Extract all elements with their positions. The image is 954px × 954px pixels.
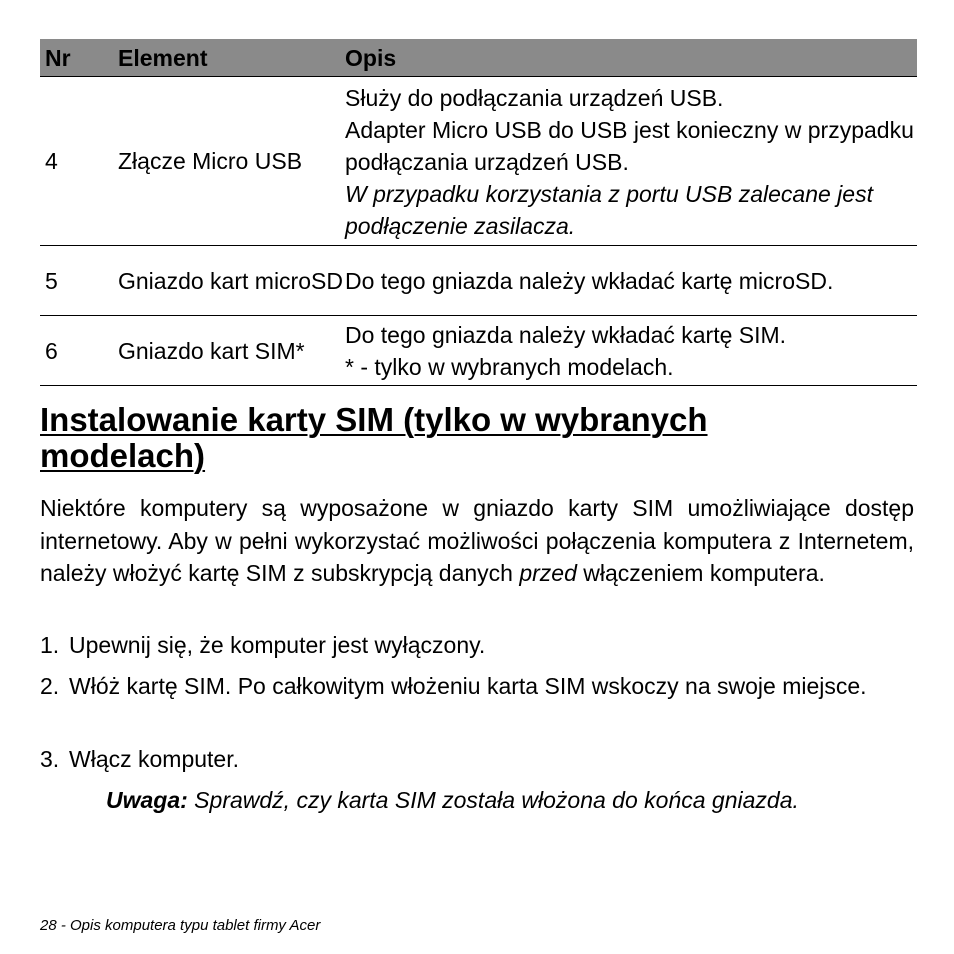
component-table bbox=[40, 39, 917, 386]
step-number: 2. bbox=[40, 673, 60, 699]
row-opis bbox=[345, 77, 917, 246]
step-text: Włóż kartę SIM. Po całkowitym włożeniu karta SIM wskoczy na swoje miejsce. bbox=[69, 673, 867, 699]
section-heading-text: Instalowanie karty SIM (tylko w wybranych modelach) bbox=[40, 401, 708, 474]
section-heading bbox=[40, 402, 800, 474]
step-text: Upewnij się, że komputer jest wyłączony. bbox=[69, 632, 486, 658]
opis-line: Do tego gniazda należy wkładać kartę microSD. bbox=[345, 267, 834, 294]
row-element: Gniazdo kart SIM* bbox=[118, 316, 345, 386]
table-header-row bbox=[40, 39, 917, 77]
list-item bbox=[40, 629, 914, 662]
opis-line: Służy do podłączania urządzeń USB. bbox=[345, 85, 724, 111]
intro-paragraph bbox=[40, 492, 914, 590]
note bbox=[106, 784, 799, 816]
opis-line: Do tego gniazda należy wkładać kartę SIM. bbox=[345, 321, 787, 348]
header-opis: Opis bbox=[345, 39, 917, 77]
page-footer: 28 - Opis komputera typu tablet firmy Acer bbox=[40, 917, 321, 934]
row-nr: 6 bbox=[40, 316, 118, 386]
table-row bbox=[40, 246, 917, 316]
row-element: Gniazdo kart microSD bbox=[118, 246, 345, 316]
header-nr: Nr bbox=[40, 39, 118, 77]
row-nr: 4 bbox=[40, 77, 118, 246]
row-opis bbox=[345, 246, 917, 316]
row-opis bbox=[345, 316, 917, 386]
list-item bbox=[40, 670, 914, 703]
row-nr: 5 bbox=[40, 246, 118, 316]
step-number: 3. bbox=[40, 746, 60, 772]
table-row bbox=[40, 77, 917, 246]
note-label: Uwaga: bbox=[106, 787, 188, 813]
step-number: 1. bbox=[40, 632, 60, 658]
note-text: Sprawdź, czy karta SIM została włożona do końca gniazda. bbox=[187, 787, 799, 813]
table-row bbox=[40, 316, 917, 386]
opis-line: Adapter Micro USB do USB jest konieczny w przypadku podłączania urządzeń USB. bbox=[345, 117, 914, 175]
opis-line: * - tylko w wybranych modelach. bbox=[345, 353, 674, 380]
intro-text-end: włączeniem komputera. bbox=[576, 560, 825, 586]
intro-text: Niektóre komputery są wyposażone w gniazdo karty SIM umożliwiające dostęp internetowy. Aby w pełni wykorzystać możliwości połączenia komputera z Internetem, należy włożyć kartę SIM z subskrypcją danych bbox=[40, 495, 914, 586]
intro-italic: przed bbox=[519, 560, 577, 586]
list-item bbox=[40, 743, 914, 776]
row-element: Złącze Micro USB bbox=[118, 77, 345, 246]
step-text: Włącz komputer. bbox=[69, 746, 239, 772]
opis-italic-note: W przypadku korzystania z portu USB zalecane jest podłączenie zasilacza. bbox=[345, 181, 873, 239]
header-element: Element bbox=[118, 39, 345, 77]
